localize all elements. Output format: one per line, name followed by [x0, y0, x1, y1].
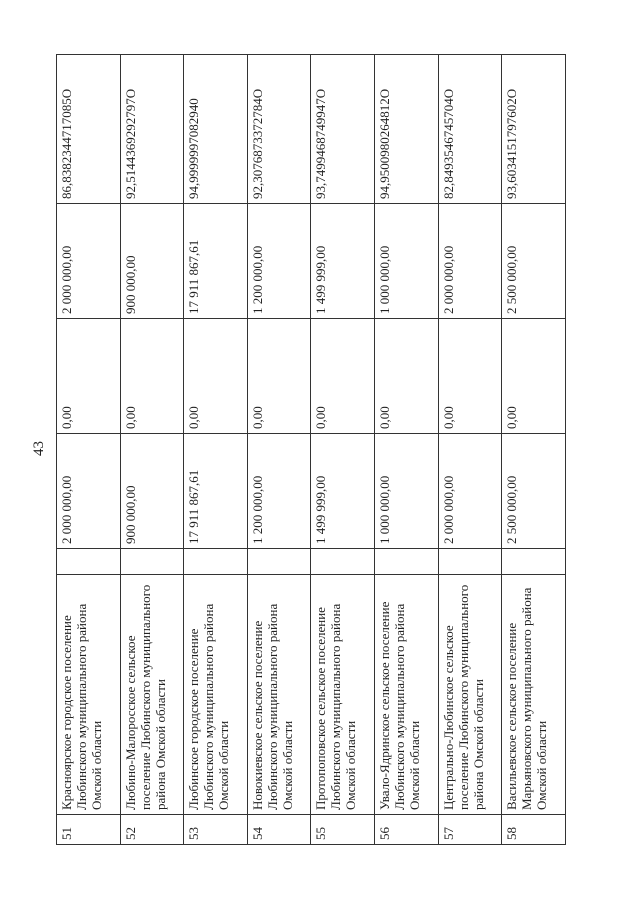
row-number: 57: [438, 815, 502, 845]
municipality-name: Красноярское городское поселение Любинского муниципального района Омской области: [57, 575, 121, 815]
total-cell: 2 000 000,00: [438, 204, 502, 319]
total-cell: 2 500 000,00: [502, 204, 566, 319]
row-number: 52: [120, 815, 184, 845]
row-number: 54: [247, 815, 311, 845]
table-row: [311, 55, 375, 845]
municipality-name: Новокиевское сельское поселение Любинского муниципального района Омской области: [247, 575, 311, 815]
total-cell: 900 000,00: [120, 204, 184, 319]
amount-cell: 900 000,00: [120, 434, 184, 549]
blank-cell: [502, 549, 566, 575]
blank-cell: [120, 549, 184, 575]
amount-cell: 2 000 000,00: [438, 434, 502, 549]
total-cell: 2 000 000,00: [57, 204, 121, 319]
blank-cell: [311, 549, 375, 575]
amount-cell: 1 200 000,00: [247, 434, 311, 549]
percent-cell: 93,7499468749947О: [311, 55, 375, 204]
row-number: 58: [502, 815, 566, 845]
percent-cell: 86,8382344717085О: [57, 55, 121, 204]
table-row: [374, 55, 438, 845]
row-number: 51: [57, 815, 121, 845]
municipality-name: Любино-Малоросское сельское поселение Любинского муниципального района Омской области: [120, 575, 184, 815]
municipality-name: Протопоповское сельское поселение Любинского муниципального района Омской области: [311, 575, 375, 815]
zero-cell: 0,00: [184, 319, 248, 434]
percent-cell: 94,9500980264812О: [374, 55, 438, 204]
zero-cell: 0,00: [502, 319, 566, 434]
table-row: [247, 55, 311, 845]
zero-cell: 0,00: [57, 319, 121, 434]
table-row: [502, 55, 566, 845]
blank-cell: [374, 549, 438, 575]
percent-cell: 92,5144369292797О: [120, 55, 184, 204]
percent-cell: 82,8493546745704О: [438, 55, 502, 204]
percent-cell: 93,6034151797602О: [502, 55, 566, 204]
zero-cell: 0,00: [311, 319, 375, 434]
municipality-name: Центрально-Любинское сельское поселение Любинского муниципального района Омской области: [438, 575, 502, 815]
blank-cell: [57, 549, 121, 575]
blank-cell: [247, 549, 311, 575]
row-number: 55: [311, 815, 375, 845]
municipality-name: Увало-Ядринское сельское поселение Любинского муниципального района Омской области: [374, 575, 438, 815]
percent-cell: 92,3076873372784О: [247, 55, 311, 204]
table-row: [57, 55, 121, 845]
zero-cell: 0,00: [247, 319, 311, 434]
amount-cell: 2 000 000,00: [57, 434, 121, 549]
zero-cell: 0,00: [120, 319, 184, 434]
zero-cell: 0,00: [374, 319, 438, 434]
table-row: [120, 55, 184, 845]
amount-cell: 1 000 000,00: [374, 434, 438, 549]
percent-cell: 94,9999997082940: [184, 55, 248, 204]
total-cell: 1 000 000,00: [374, 204, 438, 319]
total-cell: 1 200 000,00: [247, 204, 311, 319]
row-number: 56: [374, 815, 438, 845]
total-cell: 1 499 999,00: [311, 204, 375, 319]
page-number: 43: [31, 441, 47, 456]
amount-cell: 2 500 000,00: [502, 434, 566, 549]
subsidy-table-wrapper: [56, 55, 565, 845]
total-cell: 17 911 867,61: [184, 204, 248, 319]
amount-cell: 17 911 867,61: [184, 434, 248, 549]
municipality-name: Любинское городское поселение Любинского муниципального района Омской области: [184, 575, 248, 815]
zero-cell: 0,00: [438, 319, 502, 434]
subsidy-table: [56, 54, 566, 845]
table-row: [184, 55, 248, 845]
amount-cell: 1 499 999,00: [311, 434, 375, 549]
table-row: [438, 55, 502, 845]
row-number: 53: [184, 815, 248, 845]
blank-cell: [438, 549, 502, 575]
municipality-name: Васильевское сельское поселение Марьяновского муниципального района Омской области: [502, 575, 566, 815]
blank-cell: [184, 549, 248, 575]
